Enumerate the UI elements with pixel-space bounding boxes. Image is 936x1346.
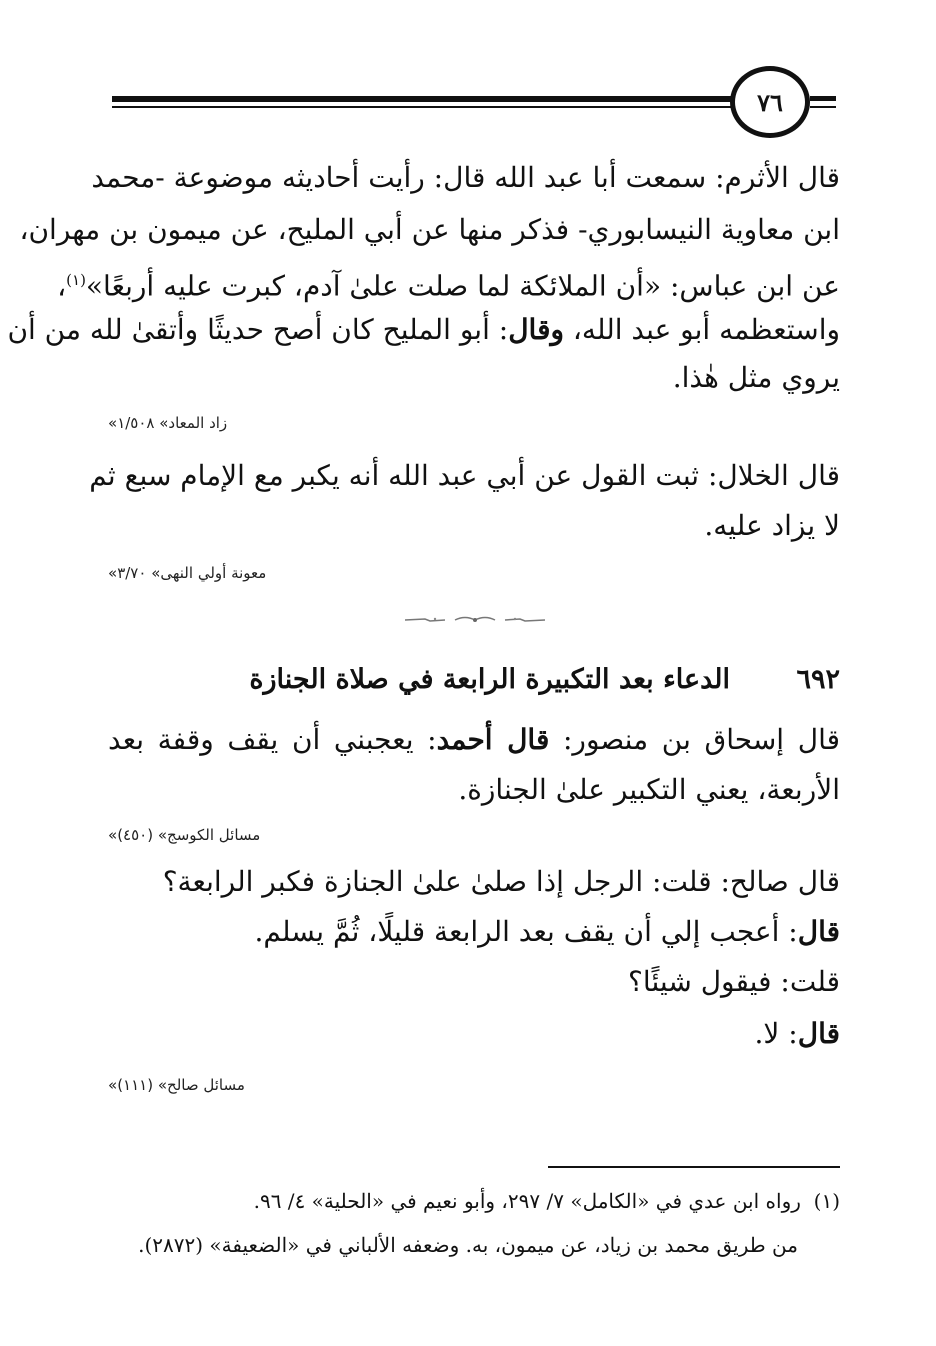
section-heading: [220, 664, 840, 704]
paragraph-2-line-1: قال الخلال: ثبت القول عن أبي عبد الله أنه يكبر مع الإمام سبع ثم: [89, 459, 840, 492]
line-end: ،: [57, 269, 67, 303]
header-rule-thin: [112, 106, 732, 108]
text-span: واستعظمه أبو عبد الله،: [572, 313, 840, 346]
paragraph-1-line-3: [57, 260, 840, 306]
footnote-rule: [548, 1166, 840, 1168]
paragraph-1-line-1: قال الأثرم: سمعت أبا عبد الله قال: رأيت أحاديثه موضوعة -محمد: [91, 161, 840, 194]
reference-salih: «مسائل صالح» (١١١): [108, 1076, 245, 1094]
footnote-line-1: [108, 1186, 840, 1216]
text-span: : أعجب إلي أن يقف بعد الرابعة قليلًا، ثُمَّ يسلم.: [254, 915, 798, 948]
paragraph-1-line-5: يروي مثل هٰذا.: [672, 361, 840, 394]
header-rule-right: [810, 96, 836, 101]
text-span: قال إسحاق بن منصور:: [562, 723, 840, 756]
paragraph-3-line-1: [108, 720, 840, 760]
text-span: : أبو المليح كان أصح حديثًا وأتقىٰ لله من أن: [7, 313, 509, 346]
dialogue-line-2: [108, 912, 840, 952]
footnote-line-2: من طريق محمد بن زياد، عن ميمون، به. وضعفه الألباني في «الضعيفة» (٢٨٧٢).: [138, 1233, 798, 1257]
bold-qala-ahmad: قال أحمد: [436, 723, 550, 756]
paragraph-3-line-2: الأربعة، يعني التكبير علىٰ الجنازة.: [458, 773, 840, 806]
reference-zad-al-maad: «زاد المعاد» ١/٥٠٨: [108, 414, 228, 432]
header-rule-right-thin: [810, 106, 836, 108]
text-span: : لا.: [754, 1017, 798, 1050]
footnote-marker: (١): [66, 271, 86, 289]
paragraph-2-line-2: لا يزاد عليه.: [704, 509, 840, 542]
quote-text: عن ابن عباس: «أن الملائكة لما صلت علىٰ آدم، كبرت عليه أربعًا»: [85, 269, 840, 303]
ornament-divider: [400, 612, 550, 626]
bold-qala: قال: [797, 1017, 840, 1050]
paragraph-1-line-4: [7, 310, 840, 350]
header-rule-thick: [112, 96, 732, 102]
bold-qala: قال: [797, 915, 840, 948]
dialogue-line-4: [108, 1014, 840, 1054]
footnote-number: (١): [813, 1189, 840, 1213]
footnote-text: رواه ابن عدي في «الكامل» ٧/ ٢٩٧، وأبو نعيم في «الحلية» ٤/ ٩٦.: [253, 1189, 801, 1213]
bold-said: وقال: [508, 313, 564, 346]
reference-maunat: «معونة أولي النهى» ٣/٧٠: [108, 564, 267, 582]
page-number: ٧٦: [730, 66, 810, 138]
paragraph-1-line-2: ابن معاوية النيسابوري- فذكر منها عن أبي المليح، عن ميمون بن مهران،: [19, 213, 840, 246]
dialogue-line-1: قال صالح: قلت: الرجل إذا صلىٰ علىٰ الجنازة فكبر الرابعة؟: [162, 865, 840, 898]
reference-kawsaj: «مسائل الكوسج» (٤٥٠): [108, 826, 261, 844]
text-span: : يعجبني أن يقف وقفة بعد: [108, 723, 437, 756]
dialogue-line-3: قلت: فيقول شيئًا؟: [628, 965, 840, 998]
section-title: الدعاء بعد التكبيرة الرابعة في صلاة الجنازة: [249, 664, 730, 695]
section-number: ٦٩٢: [796, 664, 840, 695]
